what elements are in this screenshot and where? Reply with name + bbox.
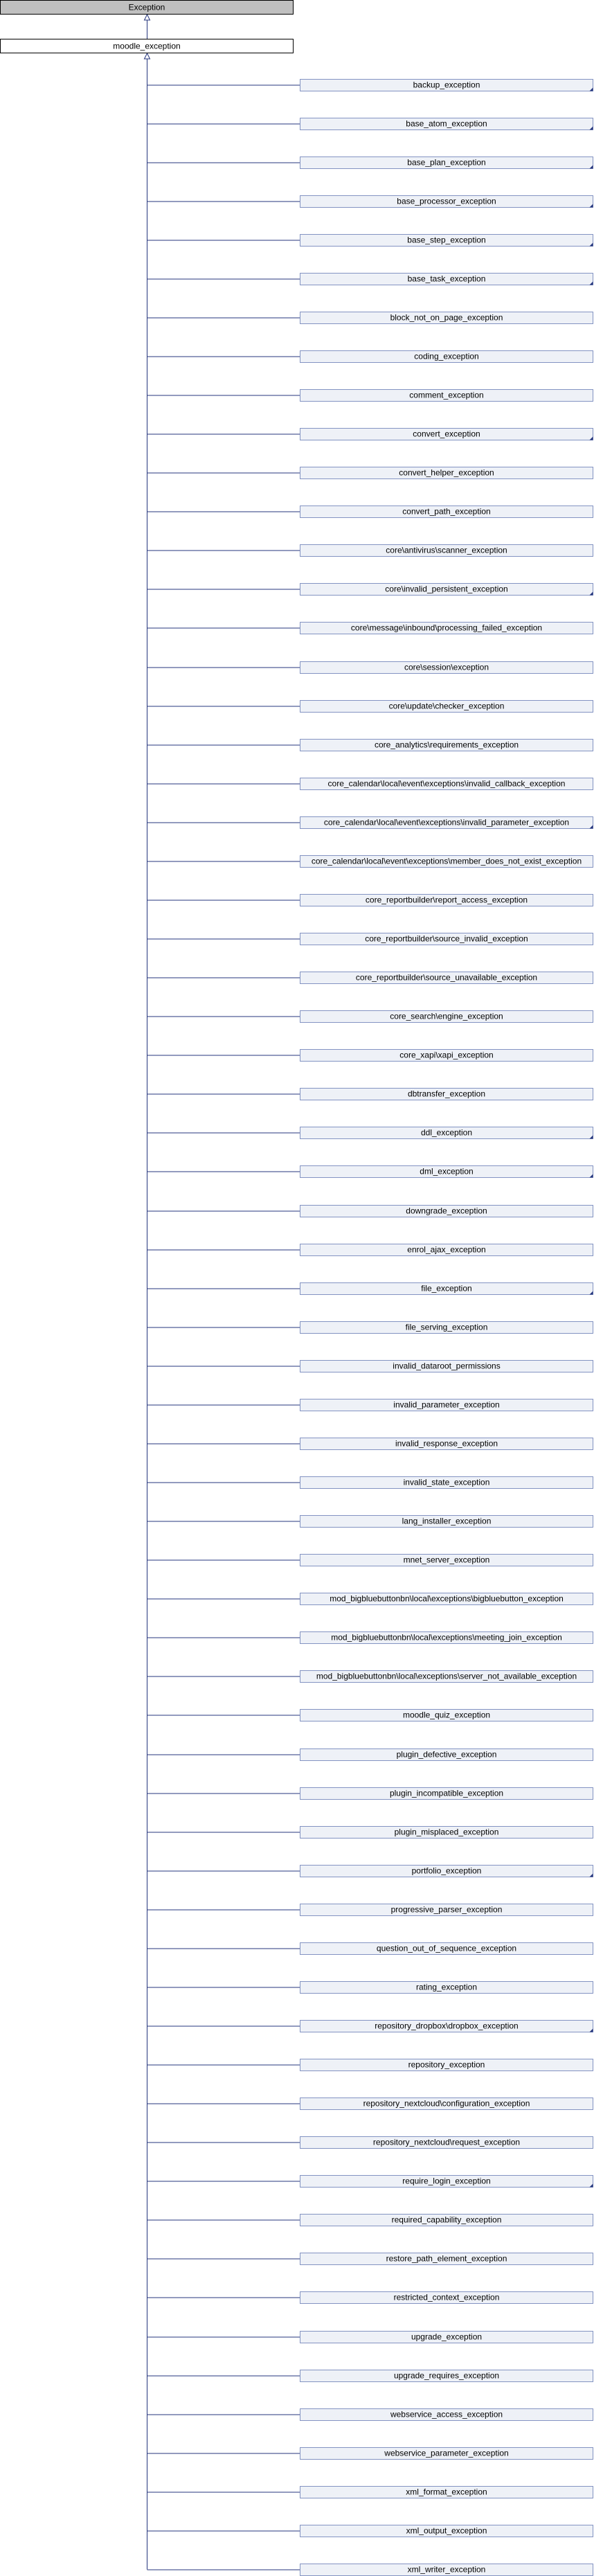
root-class-label: Exception: [128, 2, 165, 12]
parent-class-label: moodle_exception: [113, 41, 181, 51]
subclass-node[interactable]: [300, 778, 593, 790]
subclass-label: dml_exception: [420, 1166, 474, 1177]
subclass-node[interactable]: [300, 1438, 593, 1450]
subclass-node[interactable]: [300, 157, 593, 169]
inheritance-arrowhead-root: [145, 15, 150, 20]
subclass-node[interactable]: [300, 1671, 593, 1683]
subclass-node[interactable]: [300, 1322, 593, 1334]
subclass-label: upgrade_exception: [411, 2332, 483, 2342]
subclass-label: plugin_defective_exception: [396, 1749, 497, 1760]
subclass-node[interactable]: [300, 1089, 593, 1100]
subclass-node[interactable]: [300, 1206, 593, 1217]
subclass-label: repository_dropbox\dropbox_exception: [375, 2021, 519, 2031]
subclass-label: mod_bigbluebuttonbn\local\exceptions\server_not_available_exception: [316, 1671, 577, 1681]
subclass-label: core_calendar\local\event\exceptions\invalid_parameter_exception: [323, 817, 570, 828]
subclass-node[interactable]: [300, 80, 593, 91]
subclass-label: xml_writer_exception: [407, 2564, 486, 2575]
subclass-label: core_reportbuilder\report_access_exception: [365, 895, 528, 905]
subclass-node[interactable]: [300, 1399, 593, 1411]
parent-class-node[interactable]: [1, 39, 294, 53]
subclass-label: invalid_dataroot_permissions: [393, 1361, 501, 1371]
subclass-node[interactable]: [300, 2448, 593, 2460]
subclass-node[interactable]: [300, 2176, 593, 2188]
subclass-node[interactable]: [300, 2098, 593, 2110]
subclass-node[interactable]: [300, 1749, 593, 1761]
subclass-label: convert_exception: [413, 429, 480, 439]
subclass-node[interactable]: [300, 1710, 593, 1721]
subclass-label: rating_exception: [415, 1982, 478, 1992]
subclass-label: base_task_exception: [407, 274, 486, 284]
subclass-label: enrol_ajax_exception: [407, 1244, 486, 1255]
subclass-node[interactable]: [300, 2487, 593, 2498]
subclass-label: block_not_on_page_exception: [390, 312, 503, 323]
subclass-label: repository_exception: [408, 2059, 485, 2070]
subclass-label: required_capability_exception: [391, 2215, 502, 2225]
inheritance-arrowhead-parent: [145, 53, 150, 59]
subclass-label: repository_nextcloud\configuration_exception: [363, 2098, 530, 2109]
subclass-nodes: [300, 80, 593, 2576]
subclass-label: coding_exception: [414, 351, 479, 361]
subclass-label: core\message\inbound\processing_failed_exception: [350, 623, 543, 633]
subclass-node[interactable]: [300, 740, 593, 751]
subclass-label: ddl_exception: [420, 1127, 473, 1138]
subclass-node[interactable]: [300, 2021, 593, 2032]
subclass-node[interactable]: [300, 2059, 593, 2071]
subclass-node[interactable]: [300, 2137, 593, 2149]
subclass-label: core\invalid_persistent_exception: [385, 584, 508, 594]
subclass-node[interactable]: [300, 235, 593, 247]
subclass-node[interactable]: [300, 1361, 593, 1372]
subclass-label: core_calendar\local\event\exceptions\invalid_callback_exception: [327, 778, 566, 789]
subclass-label: mod_bigbluebuttonbn\local\exceptions\meeting_join_exception: [331, 1632, 562, 1643]
subclass-node[interactable]: [300, 1827, 593, 1839]
subclass-node[interactable]: [300, 467, 593, 479]
subclass-label: webservice_parameter_exception: [384, 2448, 509, 2458]
subclass-label: repository_nextcloud\request_exception: [372, 2137, 521, 2147]
subclass-label: mod_bigbluebuttonbn\local\exceptions\bigbluebutton_exception: [330, 1593, 564, 1604]
subclass-label: core_xapi\xapi_exception: [399, 1050, 494, 1060]
subclass-label: lang_installer_exception: [402, 1516, 492, 1526]
subclass-node[interactable]: [300, 1904, 593, 1916]
subclass-node[interactable]: [300, 1943, 593, 1955]
subclass-node[interactable]: [300, 1127, 593, 1139]
subclass-label: plugin_incompatible_exception: [389, 1788, 504, 1798]
subclass-label: upgrade_requires_exception: [393, 2370, 500, 2381]
subclass-label: core\antivirus\scanner_exception: [386, 545, 507, 555]
subclass-label: restore_path_element_exception: [386, 2253, 507, 2264]
subclass-label: moodle_quiz_exception: [402, 1710, 491, 1720]
subclass-label: core\update\checker_exception: [388, 701, 505, 711]
subclass-label: core\session\exception: [404, 662, 489, 672]
diagram-edges: [145, 15, 300, 2570]
subclass-node[interactable]: [300, 662, 593, 674]
subclass-node[interactable]: [300, 545, 593, 557]
subclass-label: xml_format_exception: [406, 2487, 487, 2497]
subclass-node[interactable]: [300, 2564, 593, 2576]
subclass-node[interactable]: [300, 972, 593, 984]
subclass-node[interactable]: [300, 2292, 593, 2304]
subclass-label: require_login_exception: [402, 2176, 491, 2186]
subclass-label: comment_exception: [409, 390, 484, 400]
subclass-label: convert_path_exception: [402, 506, 491, 517]
subclass-label: backup_exception: [413, 80, 480, 90]
subclass-label: file_exception: [421, 1283, 472, 1294]
subclass-node[interactable]: [300, 1011, 593, 1023]
subclass-node[interactable]: [300, 817, 593, 829]
subclass-label: core_search\engine_exception: [390, 1011, 503, 1021]
subclass-label: file_serving_exception: [405, 1322, 488, 1332]
subclass-node[interactable]: [300, 2253, 593, 2265]
subclass-label: progressive_parser_exception: [390, 1904, 503, 1915]
subclass-node[interactable]: [300, 312, 593, 324]
subclass-node[interactable]: [300, 1516, 593, 1528]
subclass-label: downgrade_exception: [406, 1206, 487, 1216]
subclass-label: webservice_access_exception: [390, 2409, 503, 2420]
subclass-node[interactable]: [300, 1593, 593, 1605]
subclass-label: question_out_of_sequence_exception: [376, 1943, 517, 1953]
root-class-node[interactable]: [1, 1, 294, 15]
subclass-node[interactable]: [300, 1166, 593, 1178]
subclass-node[interactable]: [300, 1866, 593, 1877]
subclass-label: invalid_parameter_exception: [393, 1399, 500, 1410]
subclass-node[interactable]: [300, 1788, 593, 1800]
subclass-node[interactable]: [300, 623, 593, 634]
subclass-node[interactable]: [300, 2332, 593, 2343]
subclass-label: base_plan_exception: [407, 157, 486, 168]
subclass-node[interactable]: [300, 933, 593, 945]
subclass-node[interactable]: [300, 351, 593, 363]
subclass-label: plugin_misplaced_exception: [394, 1827, 499, 1837]
subclass-node[interactable]: [300, 895, 593, 906]
subclass-node[interactable]: [300, 2370, 593, 2382]
subclass-node[interactable]: [300, 196, 593, 208]
subclass-label: base_step_exception: [407, 235, 486, 245]
subclass-node[interactable]: [300, 856, 593, 868]
subclass-label: core_calendar\local\event\exceptions\member_does_not_exist_exception: [311, 856, 582, 866]
subclass-node[interactable]: [300, 274, 593, 285]
subclass-node[interactable]: [300, 584, 593, 596]
subclass-label: invalid_state_exception: [403, 1477, 490, 1487]
subclass-node[interactable]: [300, 1050, 593, 1062]
subclass-label: base_atom_exception: [406, 118, 487, 129]
subclass-label: xml_output_exception: [406, 2525, 487, 2536]
subclass-node[interactable]: [300, 1283, 593, 1295]
subclass-node[interactable]: [300, 390, 593, 402]
subclass-node[interactable]: [300, 429, 593, 440]
subclass-node[interactable]: [300, 701, 593, 713]
subclass-label: core_reportbuilder\source_unavailable_exception: [355, 972, 538, 983]
subclass-node[interactable]: [300, 2215, 593, 2226]
subclass-label: dbtransfer_exception: [407, 1089, 486, 1099]
subclass-node[interactable]: [300, 1632, 593, 1644]
subclass-node[interactable]: [300, 1477, 593, 1489]
subclass-label: core_reportbuilder\source_invalid_exception: [365, 933, 528, 944]
subclass-node[interactable]: [300, 2409, 593, 2421]
subclass-label: base_processor_exception: [397, 196, 496, 206]
subclass-label: core_analytics\requirements_exception: [374, 740, 519, 750]
subclass-node[interactable]: [300, 506, 593, 518]
subclass-node[interactable]: [300, 1555, 593, 1566]
subclass-node[interactable]: [300, 2525, 593, 2537]
subclass-label: portfolio_exception: [411, 1866, 482, 1876]
subclass-label: mnet_server_exception: [403, 1555, 490, 1565]
subclass-label: invalid_response_exception: [395, 1438, 498, 1449]
subclass-node[interactable]: [300, 1244, 593, 1256]
subclass-node[interactable]: [300, 1982, 593, 1994]
subclass-label: convert_helper_exception: [399, 467, 494, 478]
subclass-node[interactable]: [300, 118, 593, 130]
subclass-label: restricted_context_exception: [393, 2292, 500, 2302]
